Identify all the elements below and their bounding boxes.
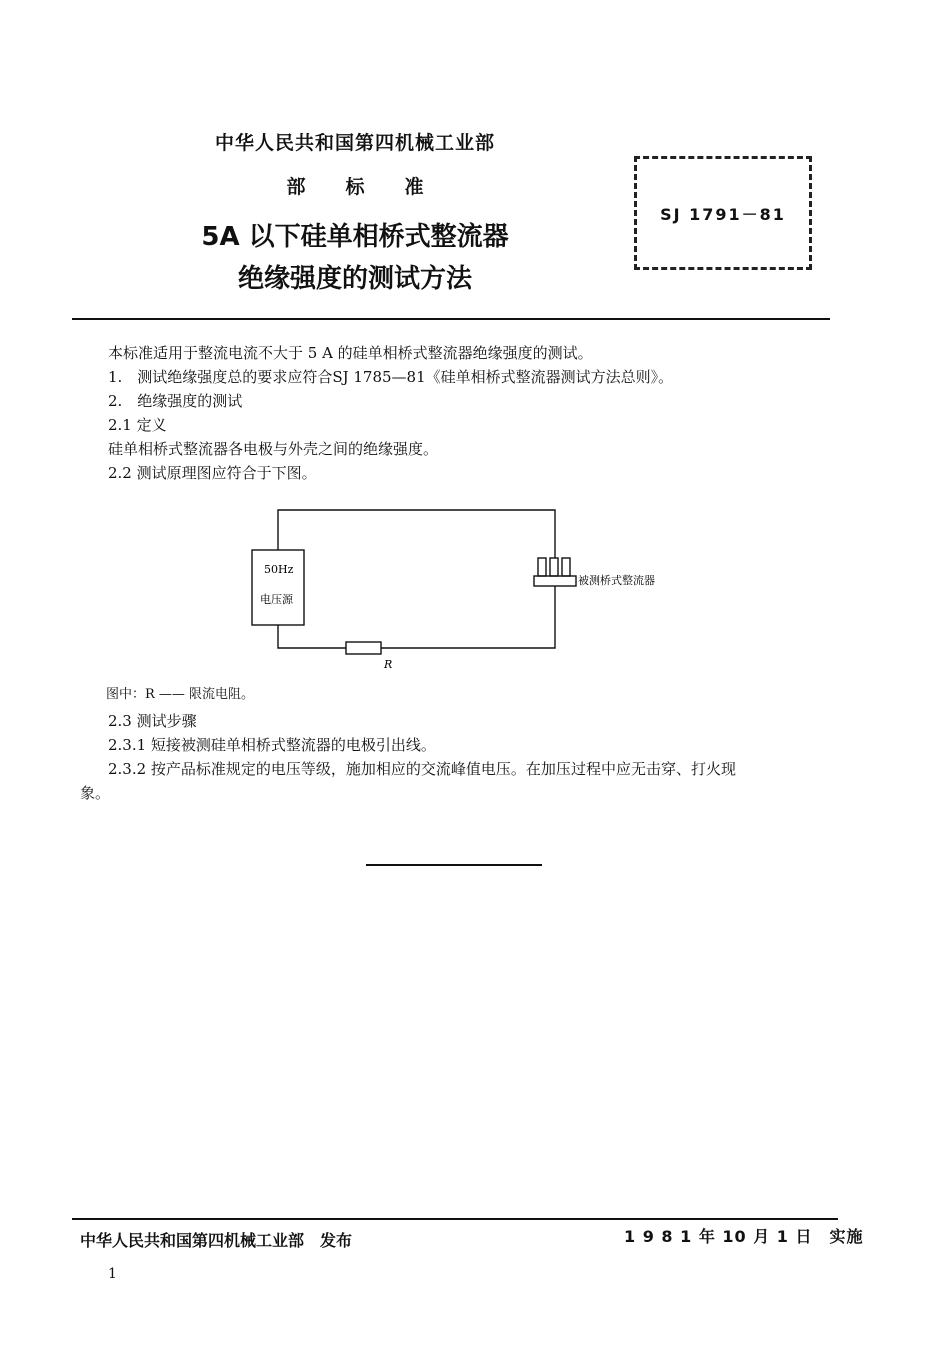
standard-type: 部标准 xyxy=(286,176,464,198)
document-title-line2: 绝缘强度的测试方法 xyxy=(237,264,472,294)
resistor-label: R xyxy=(384,658,393,671)
document-title-line1: 5A 以下硅单相桥式整流器 xyxy=(201,222,509,252)
section-2-3-heading: 2.3 测试步骤 xyxy=(108,712,197,730)
bottom-wire-right xyxy=(381,586,555,648)
section-1: 1. 测试绝缘强度总的要求应符合SJ 1785—81《硅单相桥式整流器测试方法总则》。 xyxy=(108,368,674,386)
standard-code: SJ 1791－81 xyxy=(660,204,786,224)
footer-rule xyxy=(72,1218,838,1220)
dut-base xyxy=(534,576,576,586)
dut-terminal-1 xyxy=(538,558,546,576)
voltage-source-box xyxy=(252,550,304,625)
issuing-ministry: 中华人民共和国第四机械工业部 xyxy=(214,132,495,154)
test-circuit-diagram xyxy=(240,500,680,680)
page-number: 1 xyxy=(108,1266,117,1282)
top-wire xyxy=(278,510,555,558)
section-2-3-2-line1: 2.3.2 按产品标准规定的电压等级，施加相应的交流峰值电压。在加压过程中应无击穿、打火现 xyxy=(108,760,736,778)
section-2-3-1: 2.3.1 短接被测硅单相桥式整流器的电极引出线。 xyxy=(108,736,436,754)
section-2-2: 2.2 测试原理图应符合于下图。 xyxy=(108,464,317,482)
dut-label: 被测桥式整流器 xyxy=(578,574,655,587)
source-label: 电压源 xyxy=(260,593,293,606)
resistor-symbol xyxy=(346,642,381,654)
standard-code-box xyxy=(634,156,812,270)
dut-terminal-3 xyxy=(562,558,570,576)
section-2-1-text: 硅单相桥式整流器各电极与外壳之间的绝缘强度。 xyxy=(108,440,439,458)
bottom-wire-left xyxy=(278,625,346,648)
section-2-heading: 2. 绝缘强度的测试 xyxy=(108,392,243,410)
figure-note: 图中：R —— 限流电阻。 xyxy=(106,687,255,702)
source-frequency-label: 50Hz xyxy=(264,563,294,576)
section-2-1-heading: 2.1 定义 xyxy=(108,416,167,434)
publisher-line: 中华人民共和国第四机械工业部 发布 xyxy=(80,1231,353,1250)
implementation-date: 1 9 8 1 年 10 月 1 日 实施 xyxy=(624,1227,864,1246)
dut-terminal-2 xyxy=(550,558,558,576)
section-2-3-2-line2: 象。 xyxy=(80,784,111,802)
end-of-text-rule xyxy=(366,864,542,866)
header-rule xyxy=(72,318,830,320)
intro-paragraph: 本标准适用于整流电流不大于 5 A 的硅单相桥式整流器绝缘强度的测试。 xyxy=(108,344,593,362)
